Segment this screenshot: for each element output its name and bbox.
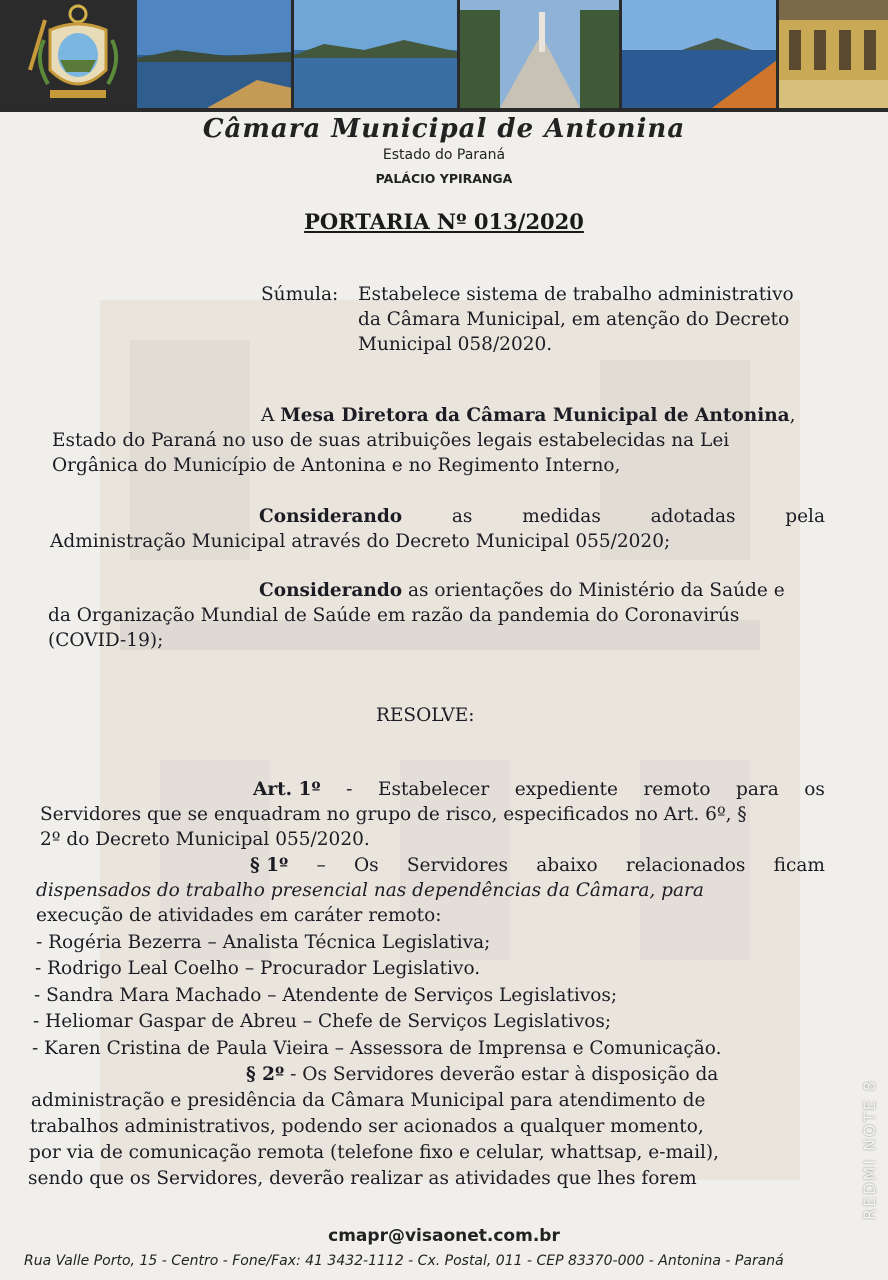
par1-label: § 1º (250, 855, 289, 876)
coat-of-arms-icon (20, 0, 130, 108)
footer-address: Rua Valle Porto, 15 - Centro - Fone/Fax: 41 3432-1112 - Cx. Postal, 011 - CEP 83370-000 - Antonina - Paraná (24, 1253, 784, 1269)
par2-line-3: trabalhos administrativos, podendo ser acionados a qualquer momento, (30, 1116, 704, 1137)
consider1-line-2: Administração Municipal através do Decreto Municipal 055/2020; (50, 531, 671, 552)
art1-word: remoto (643, 779, 711, 800)
server-list-item: - Rodrigo Leal Coelho – Procurador Legislativo. (35, 958, 481, 979)
intro-line-2: Estado do Paraná no uso de suas atribuições legais estabelecidas na Lei (52, 430, 730, 451)
header-photo-bay (137, 0, 291, 108)
par2-line-1 (246, 1064, 718, 1086)
footer-email: cmapr@visaonet.com.br (328, 1226, 560, 1246)
consider2-bold: Considerando (259, 580, 403, 601)
server-list-item: - Rogéria Bezerra – Analista Técnica Legislativa; (36, 932, 491, 953)
sumula-line-2: da Câmara Municipal, em atenção do Decreto (358, 309, 790, 330)
intro-line-3: Orgânica do Município de Antonina e no Regimento Interno, (52, 455, 621, 476)
sumula-line-3: Municipal 058/2020. (358, 334, 553, 355)
par1-word: Servidores (406, 855, 508, 876)
server-list-item: - Sandra Mara Machado – Atendente de Serviços Legislativos; (34, 985, 618, 1006)
par2-rest: - Os Servidores deverão estar à disposição da (290, 1064, 719, 1085)
consider1-word: medidas (522, 506, 601, 527)
art1-label: Art. 1º (253, 779, 321, 800)
par1-word: – (316, 855, 326, 876)
consider2-line-1 (259, 580, 785, 602)
par1-line-3: execução de atividades em caráter remoto: (36, 905, 442, 926)
art1-line-3: 2º do Decreto Municipal 055/2020. (40, 829, 370, 850)
intro-line-1 (261, 405, 796, 427)
header-photo-shore (622, 0, 776, 108)
par2-line-5: sendo que os Servidores, deverão realizar as atividades que lhes forem (28, 1168, 697, 1189)
art1-word: Estabelecer (377, 779, 490, 800)
intro-suffix: , (789, 405, 796, 426)
consider1-word: pela (785, 506, 825, 527)
art1-word: expediente (514, 779, 618, 800)
header-photo-strip (0, 0, 888, 112)
header-photo-promenade (460, 0, 619, 108)
chamber-name: Câmara Municipal de Antonina (202, 114, 686, 144)
intro-prefix: A (261, 405, 275, 426)
consider1-word: as (451, 506, 473, 527)
art1-line-1 (253, 779, 825, 801)
resolve-heading: RESOLVE: (376, 705, 475, 726)
art1-word: para (736, 779, 779, 800)
par1-line-1 (250, 855, 825, 877)
par2-line-4: por via de comunicação remota (telefone fixo e celular, whattsap, e-mail), (29, 1142, 720, 1163)
server-list-item: - Karen Cristina de Paula Vieira – Assessora de Imprensa e Comunicação. (32, 1038, 722, 1059)
art1-word: os (804, 779, 825, 800)
consider2-line-2: da Organização Mundial de Saúde em razão da pandemia do Coronavirús (48, 605, 740, 626)
par1-line-2: dispensados do trabalho presencial nas dependências da Câmara, para (36, 880, 704, 901)
par1-word: ficam (773, 855, 825, 876)
sumula-line-1: Estabelece sistema de trabalho administrativo (358, 284, 794, 305)
consider1-line-1 (259, 506, 825, 528)
par2-line-2: administração e presidência da Câmara Municipal para atendimento de (31, 1090, 706, 1111)
par2-label: § 2º (246, 1064, 285, 1085)
consider1-word: adotadas (650, 506, 736, 527)
par1-word: abaixo (536, 855, 598, 876)
par1-word: Os (353, 855, 379, 876)
sumula-label: Súmula: (261, 284, 339, 305)
state-name: Estado do Paraná (382, 147, 506, 163)
consider2-line-3: (COVID-19); (48, 630, 164, 651)
consider2-rest: as orientações do Ministério da Saúde e (408, 580, 785, 601)
consider1-bold: Considerando (259, 506, 403, 527)
camera-watermark (860, 1060, 880, 1260)
par1-word: relacionados (625, 855, 746, 876)
header-photo-building (779, 0, 888, 108)
server-list-item: - Heliomar Gaspar de Abreu – Chefe de Serviços Legislativos; (33, 1011, 612, 1032)
camera-watermark-text: REDMI NOTE 8 (860, 1079, 879, 1220)
header-photo-islands (294, 0, 458, 108)
document-heading: PORTARIA Nº 013/2020 (304, 209, 584, 234)
intro-bold: Mesa Diretora da Câmara Municipal de Antonina (280, 405, 790, 426)
palace-name: PALÁCIO YPIRANGA (375, 171, 513, 186)
art1-word: - (346, 779, 353, 800)
art1-line-2: Servidores que se enquadram no grupo de risco, especificados no Art. 6º, § (40, 804, 747, 825)
